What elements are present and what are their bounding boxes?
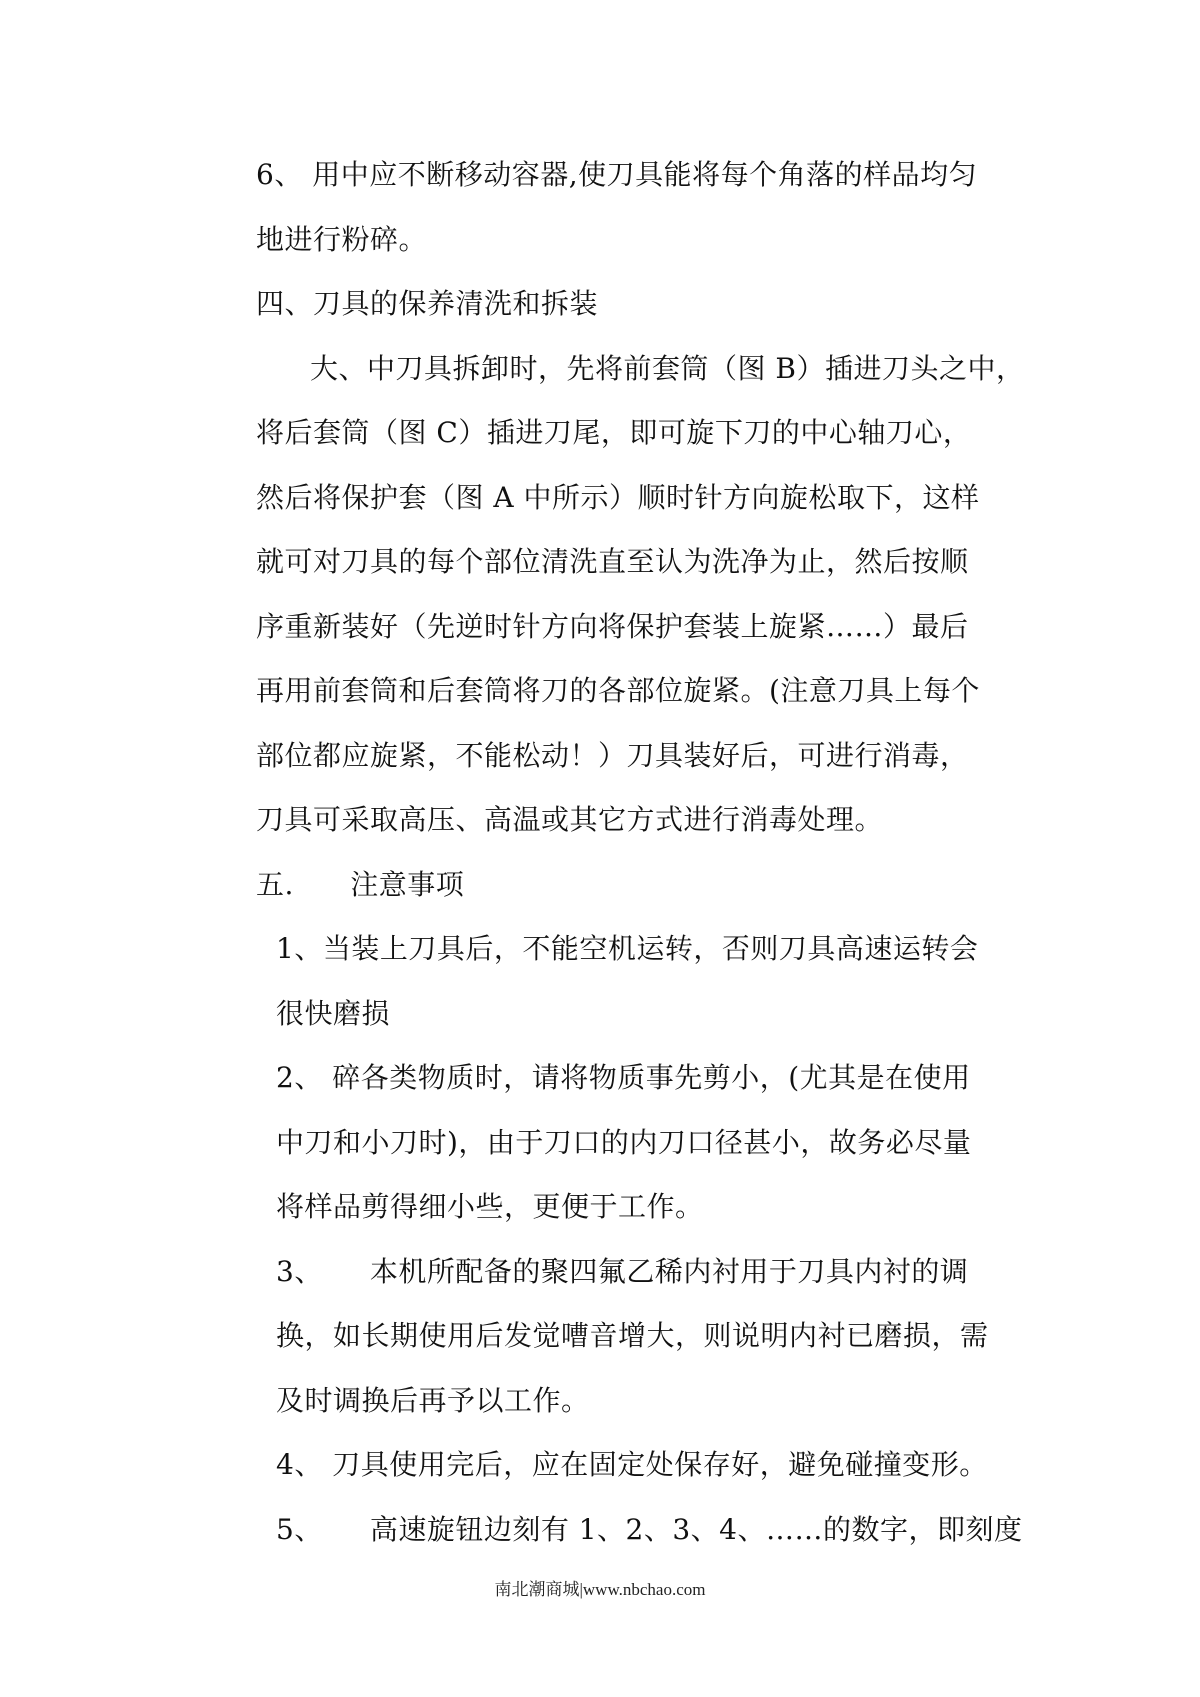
text-line-22: 5、 高速旋钮边刻有 1、2、3、4、……的数字，即刻度 [276,1513,1023,1546]
text-line-13: 1、当装上刀具后，不能空机运转，否则刀具高速运转会 [276,932,979,965]
text-line-11: 刀具可采取高压、高温或其它方式进行消毒处理。 [256,803,884,836]
text-line-17: 将样品剪得细小些，更便于工作。 [276,1190,704,1223]
text-line-2: 地进行粉碎。 [256,223,428,256]
text-line-1: 6、 用中应不断移动容器,使刀具能将每个角落的样品均匀 [256,158,978,191]
text-line-9: 再用前套筒和后套筒将刀的各部位旋紧。(注意刀具上每个 [256,674,980,707]
text-line-18: 3、 本机所配备的聚四氟乙稀内衬用于刀具内衬的调 [276,1255,969,1288]
page-footer: 南北潮商城|www.nbchao.com [494,1580,706,1599]
text-line-8: 序重新装好（先逆时针方向将保护套装上旋紧……）最后 [256,610,969,643]
text-line-15: 2、 碎各类物质时，请将物质事先剪小，(尤其是在使用 [276,1061,971,1094]
text-line-5: 将后套筒（图 C）插进刀尾，即可旋下刀的中心轴刀心， [256,416,972,449]
text-line-4: 大、中刀具拆卸时，先将前套筒（图 B）插进刀头之中， [310,352,1025,385]
text-line-6: 然后将保护套（图 A 中所示）顺时针方向旋松取下，这样 [256,481,980,514]
text-line-14: 很快磨损 [276,997,391,1030]
section-heading-4: 四、刀具的保养清洗和拆装 [256,287,599,320]
text-line-19: 换，如长期使用后发觉嘈音增大，则说明内衬已磨损，需 [276,1319,989,1352]
text-line-20: 及时调换后再予以工作。 [276,1384,590,1417]
text-line-10: 部位都应旋紧，不能松动！）刀具装好后，可进行消毒， [256,739,969,772]
section-heading-5: 五. 注意事项 [256,868,465,901]
text-line-21: 4、 刀具使用完后，应在固定处保存好，避免碰撞变形。 [276,1448,988,1481]
text-line-7: 就可对刀具的每个部位清洗直至认为洗净为止，然后按顺 [256,545,969,578]
text-line-16: 中刀和小刀时)，由于刀口的内刀口径甚小，故务必尽量 [276,1126,972,1159]
